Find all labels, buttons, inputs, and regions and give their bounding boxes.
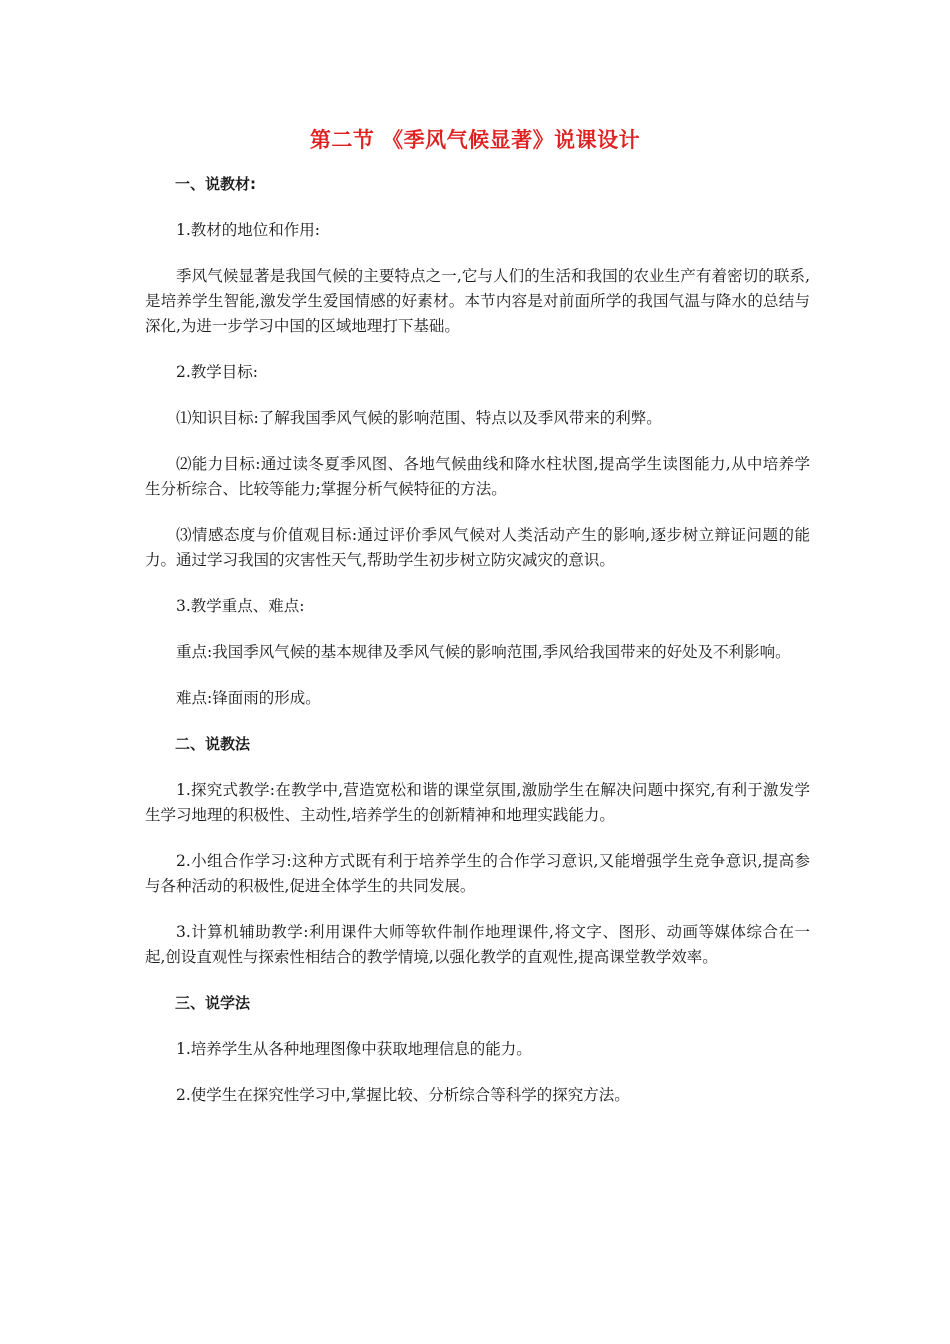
document-body bbox=[145, 172, 810, 1129]
document-title: 第二节 《季风气候显著》说课设计 bbox=[309, 127, 641, 152]
section-heading-methods: 二、说教法 bbox=[175, 735, 251, 753]
goal-ability: ⑵能力目标:通过读冬夏季风图、各地气候曲线和降水柱状图,提高学生读图能力,从中培养学生分析综合、比较等能力;掌握分析气候特征的方法。 bbox=[145, 455, 810, 498]
goal-knowledge: ⑴知识目标:了解我国季风气候的影响范围、特点以及季风带来的利弊。 bbox=[176, 409, 662, 427]
difficult-point: 难点:锋面雨的形成。 bbox=[176, 689, 321, 707]
section-heading-learning: 三、说学法 bbox=[175, 994, 251, 1012]
subheading-role: 1.教材的地位和作用: bbox=[176, 221, 321, 239]
method-inquiry: 1.探究式教学:在教学中,营造宽松和谐的课堂氛围,激励学生在解决问题中探究,有利于激发学生学习地理的积极性、主动性,培养学生的创新精神和地理实践能力。 bbox=[145, 781, 810, 824]
paragraph-role: 季风气候显著是我国气候的主要特点之一,它与人们的生活和我国的农业生产有着密切的联系,是培养学生智能,激发学生爱国情感的好素材。本节内容是对前面所学的我国气温与降水的总结与深化,为进一步学习中国的区域地理打下基础。 bbox=[145, 267, 810, 335]
subheading-goals: 2.教学目标: bbox=[176, 363, 259, 381]
subheading-key-points: 3.教学重点、难点: bbox=[176, 597, 305, 615]
method-computer: 3.计算机辅助教学:利用课件大师等软件制作地理课件,将文字、图形、动画等媒体综合在一起,创设直观性与探索性相结合的教学情境,以强化教学的直观性,提高课堂教学效率。 bbox=[145, 923, 810, 966]
goal-emotion: ⑶情感态度与价值观目标:通过评价季风气候对人类活动产生的影响,逐步树立辩证问题的能力。通过学习我国的灾害性天气,帮助学生初步树立防灾减灾的意识。 bbox=[145, 526, 810, 569]
section-heading-textbook: 一、说教材: bbox=[175, 175, 256, 193]
learning-item-1: 1.培养学生从各种地理图像中获取地理信息的能力。 bbox=[176, 1040, 532, 1058]
key-point: 重点:我国季风气候的基本规律及季风气候的影响范围,季风给我国带来的好处及不利影响。 bbox=[176, 643, 791, 661]
method-group: 2.小组合作学习:这种方式既有利于培养学生的合作学习意识,又能增强学生竞争意识,提高参与各种活动的积极性,促进全体学生的共同发展。 bbox=[145, 852, 810, 895]
learning-item-2: 2.使学生在探究性学习中,掌握比较、分析综合等科学的探究方法。 bbox=[176, 1086, 630, 1104]
